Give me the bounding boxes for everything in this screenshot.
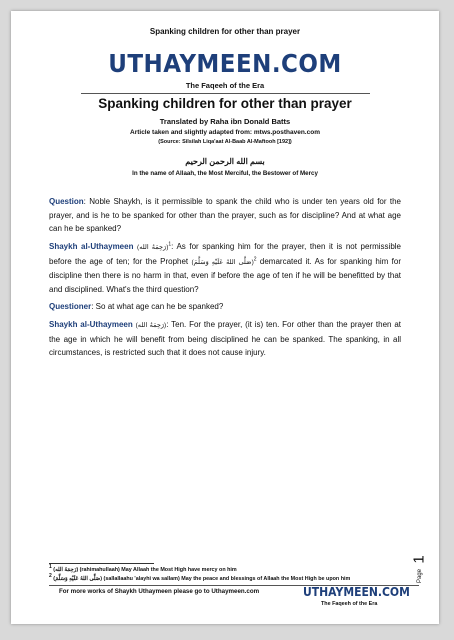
- footnote-text: (sallallaahu 'alayhi wa sallam) May the peace and blessings of Allaah the Most High be upon him: [102, 576, 351, 582]
- paragraph-text: : Noble Shaykh, is it permissible to spank the child who is under ten years old for the prayer, and is he to be spanked for other than the prayer, such as for discipline? And at what age can he be spanked?: [49, 197, 401, 234]
- footnote-number: 2: [49, 573, 52, 580]
- paragraph-text: : So at what age can he be spanked?: [91, 302, 224, 311]
- logo-main-text: UTHAYMEEN: [108, 49, 272, 78]
- honorific-arabic: (صَلَّى اللهُ عَلَيْهِ وَسَلَّمَ): [191, 258, 254, 266]
- footnote-number: 1: [49, 564, 52, 571]
- page-number-value: 1: [410, 555, 428, 564]
- footnote-1: [49, 564, 237, 573]
- speaker-label: Questioner: [49, 302, 92, 311]
- footnote-ref[interactable]: 2: [253, 255, 257, 262]
- translator-credit: Translated by Raha ibn Donald Batts: [159, 117, 291, 126]
- site-logo[interactable]: [28, 49, 422, 78]
- logo-main-text: UTHAYMEEN: [303, 585, 378, 599]
- footer-tagline: The Faqeeh of the Era: [321, 601, 378, 607]
- honorific-arabic: (رَحِمَهُ الله): [137, 244, 169, 251]
- document-page: [11, 11, 439, 624]
- footer-logo[interactable]: [303, 585, 410, 599]
- speaker-label: Shaykh al-Uthaymeen: [49, 320, 133, 329]
- paragraph-text: : Ten. For the prayer, (it is) ten. For other than the prayer then at the age in which he will benefit from being disciplined he can be spanked. The spanking, in all circumstances, is restricted such that it does not cause injury.: [49, 320, 401, 358]
- logo-suffix-text: .COM: [271, 49, 342, 78]
- speaker-label: Question: [49, 197, 84, 206]
- question-paragraph: [49, 195, 401, 236]
- page-number: [411, 551, 427, 591]
- footnote-ref[interactable]: 1: [168, 241, 172, 248]
- running-header-title: Spanking children for other than prayer: [149, 27, 301, 36]
- page-title: Spanking children for other than prayer: [98, 96, 352, 111]
- source-note: (Source: Silsilah Liqa'aat Al-Baab Al-Maftooh [192]): [158, 139, 292, 145]
- footnote-2: [49, 573, 351, 582]
- footnote-text: (rahimahullaah) May Allaah the Most High have mercy on him: [78, 567, 237, 573]
- paragraph-text: demarcated it. As for spanking him for discipline then there is no harm in that, even if before the age of ten if he will be benefitted by that and disciplined. What's the third question?: [49, 256, 401, 294]
- bismillah-arabic: بسم الله الرحمن الرحيم: [185, 157, 265, 166]
- answer-paragraph: [49, 240, 401, 296]
- header-divider: [81, 93, 370, 94]
- paragraph-text: : As for spanking him for the prayer, then it is not permissible before the age of ten; for the Prophet: [49, 242, 401, 266]
- speaker-label: Shaykh al-Uthaymeen: [49, 242, 134, 251]
- logo-suffix-text: .COM: [377, 585, 410, 599]
- answer-paragraph: [49, 318, 401, 360]
- footnote-arabic: (رَحِمَهُ الله): [53, 567, 79, 573]
- adapted-from-note: Article taken and slightly adapted from: mtws.posthaven.com: [130, 129, 320, 136]
- site-tagline: The Faqeeh of the Era: [185, 81, 265, 90]
- honorific-arabic: (رَحِمَهُ الله): [135, 322, 167, 329]
- footnote-arabic: (صَلَّى اللهُ عَلَيْهِ وَسَلَّمَ): [53, 576, 103, 582]
- page-number-label: Page: [417, 568, 423, 583]
- footer-more-works-link[interactable]: For more works of Shaykh Uthaymeen please go to Uthaymeen.com: [59, 588, 260, 595]
- bismillah-english: In the name of Allaah, the Most Merciful, the Bestower of Mercy: [132, 170, 318, 177]
- questioner-paragraph: [49, 300, 401, 314]
- footnote-divider: [49, 563, 154, 564]
